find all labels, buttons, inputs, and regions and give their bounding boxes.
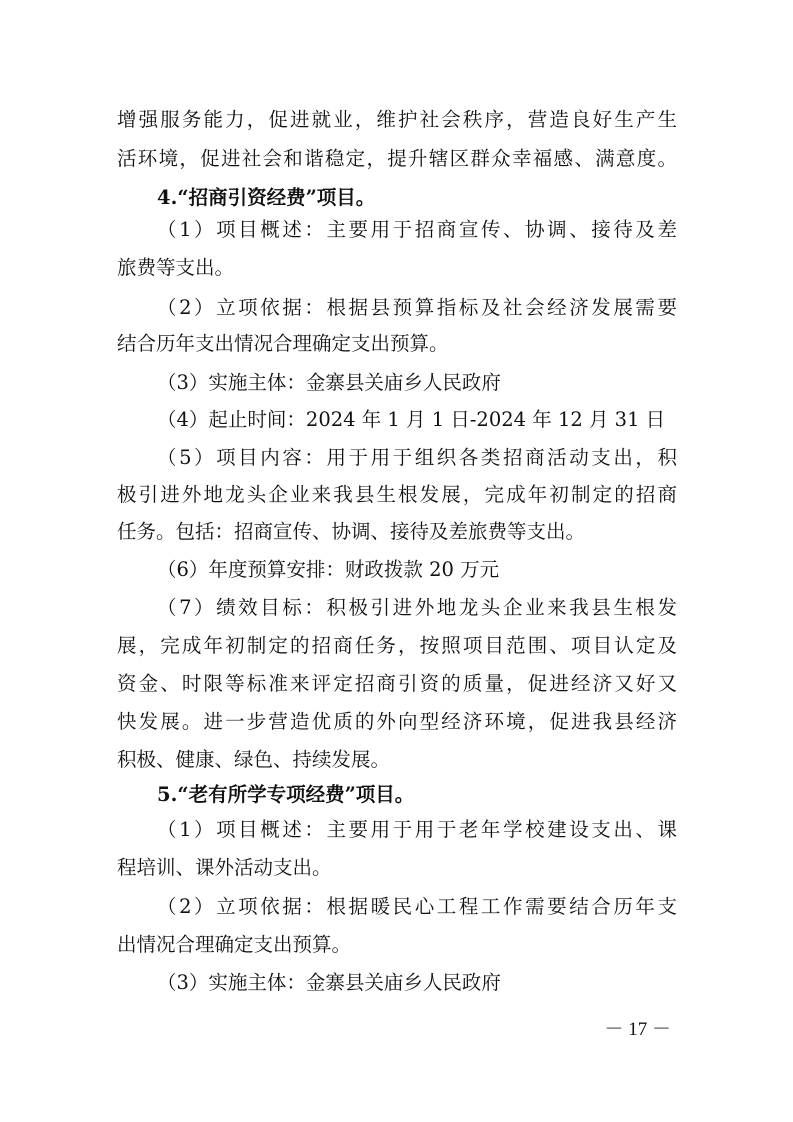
paragraph-start-line: （1）项目概述：主要用于招商宣传、协调、接待及差 — [157, 218, 677, 241]
body-text-line: 资金、时限等标准来评定招商引资的质量，促进经济又好又 — [117, 672, 677, 695]
section-heading: 4.“招商引资经费”项目。 — [157, 186, 376, 209]
paragraph-start-line: （1）项目概述：主要用于用于老年学校建设支出、课 — [157, 818, 677, 841]
body-text-line: 快发展。进一步营造优质的外向型经济环境，促进我县经济 — [117, 710, 677, 733]
paragraph-start-line: （4）起止时间：2024 年 1 月 1 日-2024 年 12 月 31 日 — [157, 408, 666, 431]
page-number: － 17 － — [604, 1019, 671, 1040]
body-text-line: 任务。包括：招商宣传、协调、接待及差旅费等支出。 — [117, 520, 586, 543]
body-text-line: 增强服务能力，促进就业，维护社会秩序，营造良好生产生 — [117, 108, 677, 131]
paragraph-start-line: （2）立项依据：根据暖民心工程工作需要结合历年支 — [157, 895, 677, 918]
paragraph-start-line: （6）年度预算安排：财政拨款 20 万元 — [157, 558, 500, 581]
paragraph-start-line: （3）实施主体：金寨县关庙乡人民政府 — [157, 971, 501, 994]
body-text-line: 展，完成年初制定的招商任务，按照项目范围、项目认定及 — [117, 634, 677, 657]
paragraph-start-line: （7）绩效目标：积极引进外地龙头企业来我县生根发 — [157, 596, 677, 619]
body-text-line: 程培训、课外活动支出。 — [117, 856, 332, 879]
paragraph-start-line: （2）立项依据：根据县预算指标及社会经济发展需要 — [157, 296, 677, 319]
body-text-line: 极引进外地龙头企业来我县生根发展，完成年初制定的招商 — [117, 483, 677, 506]
paragraph-start-line: （5）项目内容：用于用于组织各类招商活动支出，积 — [157, 446, 677, 469]
body-text-line: 出情况合理确定支出预算。 — [117, 933, 352, 956]
body-text-line: 活环境，促进社会和谐稳定，提升辖区群众幸福感、满意度。 — [117, 147, 677, 170]
body-text-line: 旅费等支出。 — [117, 256, 235, 279]
section-heading: 5.“老有所学专项经费”项目。 — [157, 783, 415, 806]
body-text-line: 结合历年支出情况合理确定支出预算。 — [117, 332, 449, 355]
body-text-line: 积极、健康、绿色、持续发展。 — [117, 748, 391, 771]
paragraph-start-line: （3）实施主体：金寨县关庙乡人民政府 — [157, 371, 501, 394]
